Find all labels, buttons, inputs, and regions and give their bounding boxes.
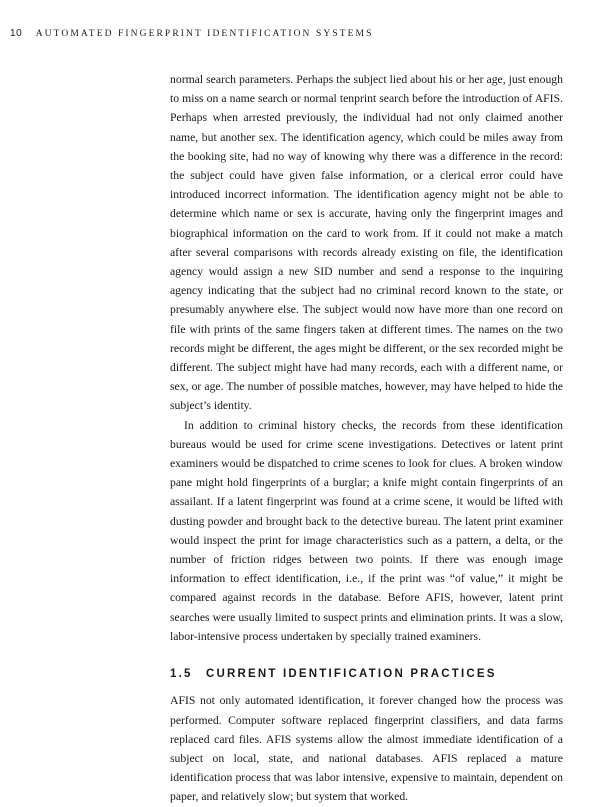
running-head-title: AUTOMATED FINGERPRINT IDENTIFICATION SYSTEMS	[35, 29, 374, 39]
section-heading	[170, 665, 563, 684]
paragraph-current-practices: AFIS not only automated identification, it forever changed how the process was performed. Computer software replaced fingerprint classifiers, and data farms replaced card files. AFIS systems allow the almost immediate identification of a subject on local, state, and national databases. AFIS replaced a mature identification process that was labor intensive, expensive to maintain, dependent on paper, and relatively slow; but system that worked.	[170, 694, 563, 804]
section-number: 1.5	[170, 668, 193, 681]
paragraph-crime-scene: In addition to criminal history checks, the records from these identification bureaus would be used for crime scene investigations. Detectives or latent print examiners would be dispatched to crime scenes to look for clues. A broken window pane might hold fingerprints of a burglar; a knife might contain fingerprints of an assailant. If a latent fingerprint was found at a crime scene, it would be lifted with dusting powder and brought back to the detective bureau. The latent print examiner would inspect the print for image characteristics such as a pattern, a delta, or the number of friction ridges between two points. If there was enough image information to effect identification, i.e., if the print was “of value,” it might be compared against records in the database. Before AFIS, however, latent print searches were usually limited to suspect prints and elimination prints. It was a slow, labor-intensive process undertaken by specially trained examiners.	[170, 418, 563, 643]
running-head	[10, 28, 373, 39]
body-text	[170, 70, 563, 807]
section-title: CURRENT IDENTIFICATION PRACTICES	[206, 668, 497, 681]
page-number: 10	[10, 28, 23, 39]
paragraph-continued: normal search parameters. Perhaps the subject lied about his or her age, just enough to miss on a name search or normal tenprint search before the introduction of AFIS. Perhaps when arrested previously, the individual had not only claimed another name, but another sex. The identification agency, which could be miles away from the booking site, had no way of knowing why there was a difference in the record: the subject could have given false information, or a clerical error could have introduced incorrect information. The identification agency might not be able to determine which name or sex is accurate, having only the fingerprint images and biographical information on the card to work from. If it could not make a match after several comparisons with records already existing on file, the identification agency would assign a new SID number and send a response to the inquiring agency indicating that the subject had no criminal record known to the state, or presumably anywhere else. The subject would now have more than one record on file with prints of the same fingers taken at different times. The names on the two records might be different, the ages might be different, or the sex recorded might be different. The subject might have had many records, each with a different name, or sex, or age. The number of possible matches, however, may have helped to hide the subject’s identity.	[170, 73, 563, 413]
